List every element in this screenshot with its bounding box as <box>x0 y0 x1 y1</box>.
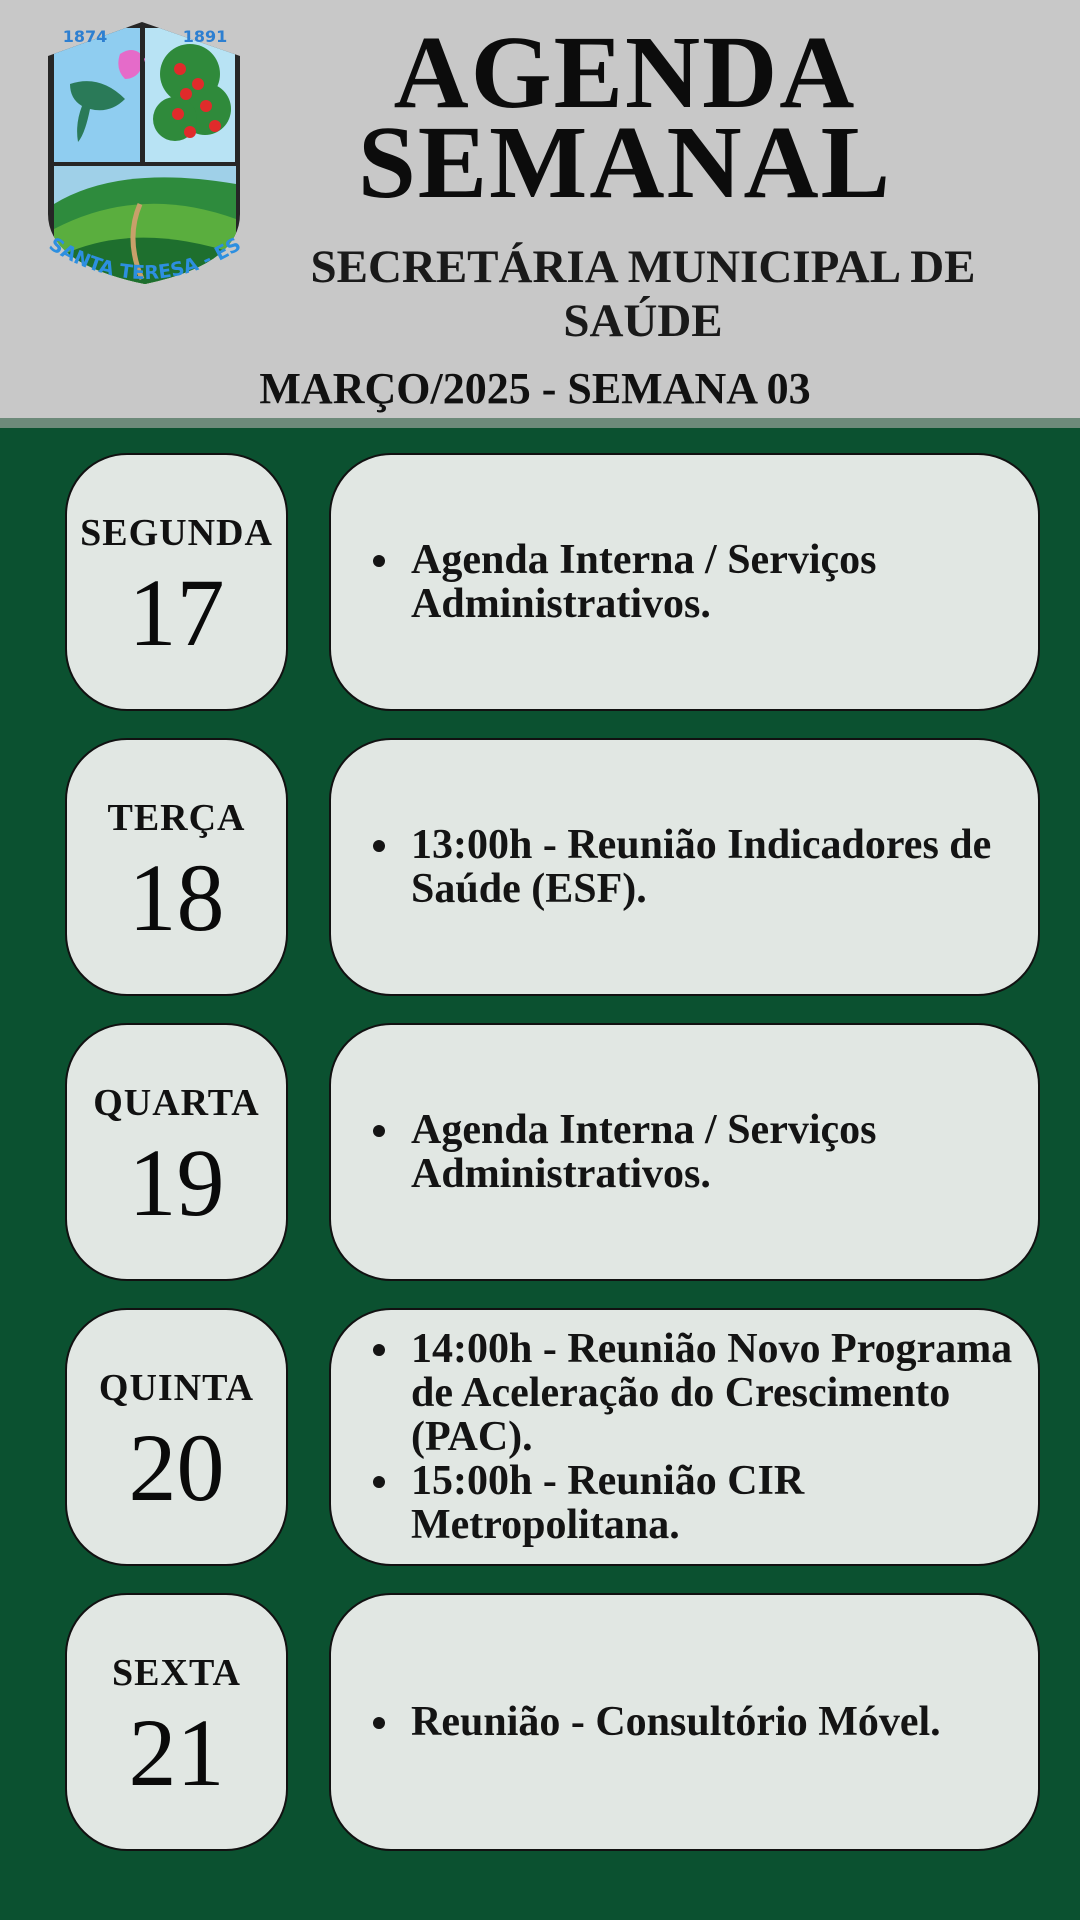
event-item: Reunião - Consultório Móvel. <box>411 1699 941 1745</box>
agenda-row-wednesday <box>0 1023 1080 1283</box>
event-list <box>331 1108 1038 1196</box>
events-card <box>329 1023 1040 1281</box>
event-item: 13:00h - Reunião Indicadores de Saúde (ESF). <box>411 823 1018 911</box>
agenda-row-monday <box>0 453 1080 713</box>
weekday-label: SEGUNDA <box>80 512 273 554</box>
day-number: 20 <box>128 1414 225 1521</box>
events-card <box>329 453 1040 711</box>
weekday-label: QUARTA <box>93 1082 260 1124</box>
title-line-2: SEMANAL <box>357 105 893 220</box>
day-number: 18 <box>128 844 225 951</box>
event-item: 14:00h - Reunião Novo Programa de Aceleração do Crescimento (PAC). <box>411 1327 1018 1459</box>
event-list <box>331 1327 1038 1547</box>
page-title <box>300 15 950 220</box>
crest-year-right: 1891 <box>182 27 228 46</box>
day-card <box>65 453 288 711</box>
event-list <box>331 538 1038 626</box>
day-card <box>65 1308 288 1566</box>
agenda-row-thursday <box>0 1308 1080 1568</box>
agenda-row-tuesday <box>0 738 1080 998</box>
municipal-crest-logo <box>30 14 260 294</box>
title-line-1: AGENDA <box>393 15 857 130</box>
department-subtitle <box>258 240 1028 348</box>
weekday-label: TERÇA <box>107 797 246 839</box>
day-number: 19 <box>128 1129 225 1236</box>
event-item: Agenda Interna / Serviços Administrativos. <box>411 538 1018 626</box>
events-card <box>329 1593 1040 1851</box>
events-card <box>329 738 1040 996</box>
event-item: 15:00h - Reunião CIR Metropolitana. <box>411 1459 1018 1547</box>
crest-ribbon-text: SANTA TERESA - ES <box>45 233 245 285</box>
day-number: 21 <box>128 1699 225 1806</box>
day-card <box>65 1023 288 1281</box>
events-card <box>329 1308 1040 1566</box>
subtitle-line-2: SAÚDE <box>563 295 723 347</box>
day-number: 17 <box>128 559 225 666</box>
event-list <box>331 1700 961 1744</box>
weekday-label: QUINTA <box>98 1367 255 1409</box>
agenda-row-friday <box>0 1593 1080 1853</box>
crest-year-left: 1874 <box>62 27 108 46</box>
event-item: Agenda Interna / Serviços Administrativos. <box>411 1108 1018 1196</box>
period-label: MARÇO/2025 - SEMANA 03 <box>259 364 811 413</box>
subtitle-line-1: SECRETÁRIA MUNICIPAL DE <box>310 241 976 293</box>
day-card <box>65 1593 288 1851</box>
header-divider <box>0 418 1080 428</box>
weekday-label: SEXTA <box>112 1652 241 1694</box>
header <box>0 0 1080 418</box>
day-card <box>65 738 288 996</box>
event-list <box>331 823 1038 911</box>
